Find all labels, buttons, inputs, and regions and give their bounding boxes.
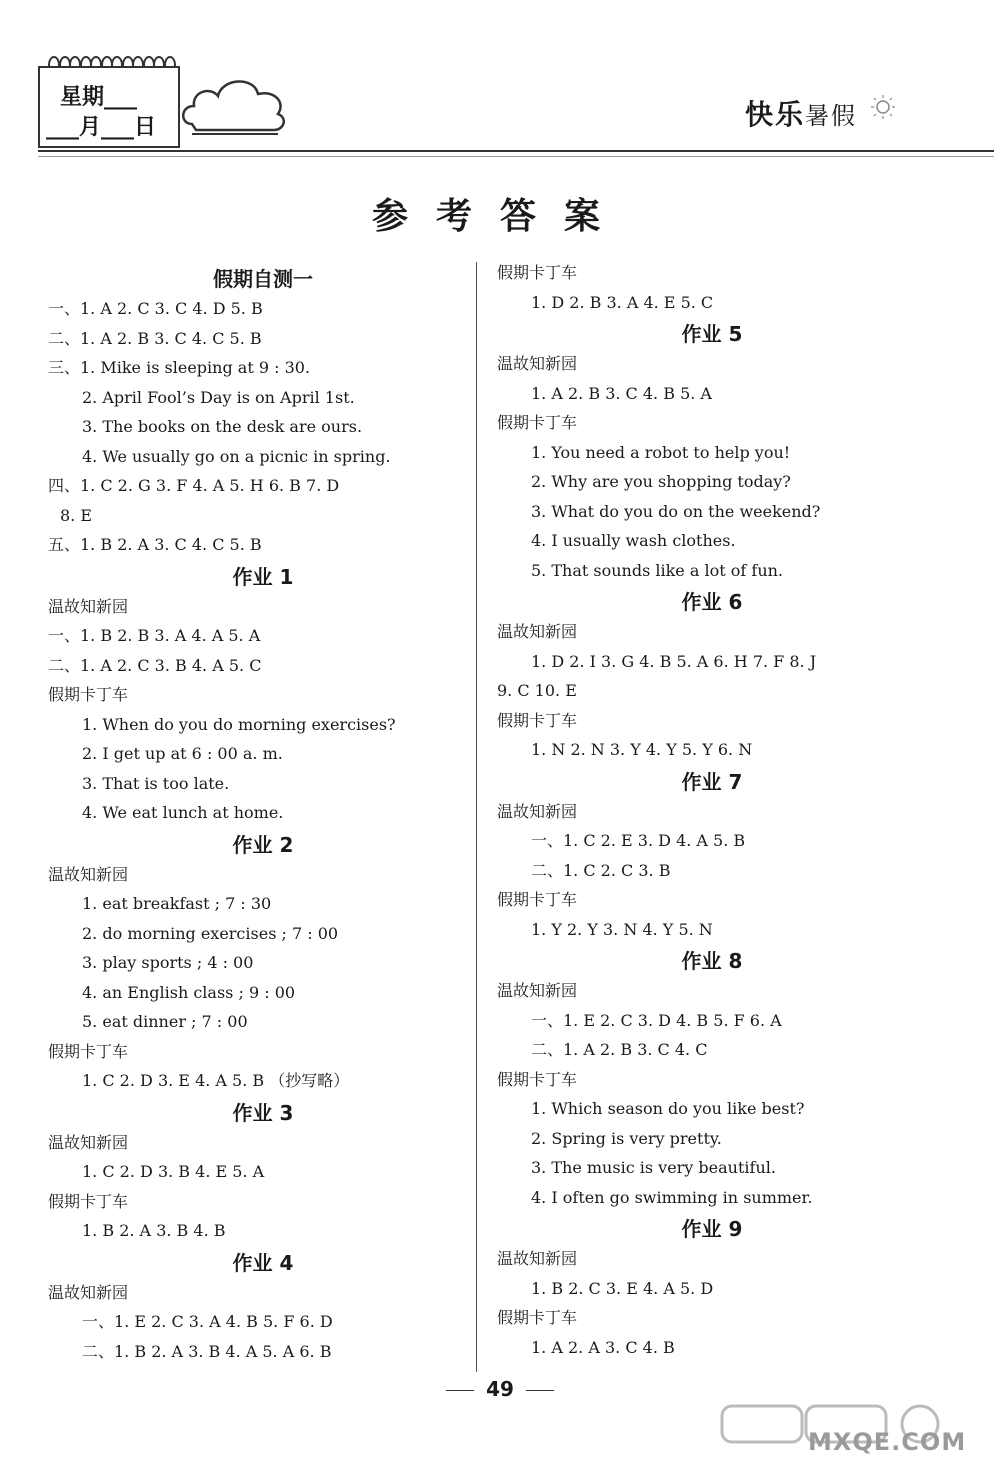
answer-line: 二、1. A 2. B 3. C 4. C bbox=[531, 1040, 708, 1059]
calendar-weekday: 星期___ bbox=[60, 85, 138, 110]
answer-line: 1. N 2. N 3. Y 4. Y 5. Y 6. N bbox=[531, 740, 753, 759]
answer-line: 1. D 2. B 3. A 4. E 5. C bbox=[531, 292, 714, 312]
page-number-bar bbox=[0, 1377, 1000, 1401]
subsection-label: 假期卡丁车 bbox=[48, 1191, 129, 1211]
section-heading: 作业 4 bbox=[232, 1250, 294, 1275]
section-heading: 作业 8 bbox=[681, 949, 743, 973]
answer-line: 四、1. C 2. G 3. F 4. A 5. H 6. B 7. D bbox=[48, 476, 340, 495]
subsection-label: 温故知新园 bbox=[497, 354, 578, 373]
answer-line: 1. B 2. C 3. E 4. A 5. D bbox=[531, 1278, 714, 1298]
answer-line: 1. C 2. D 3. B 4. E 5. A bbox=[82, 1162, 265, 1181]
section-heading: 作业 3 bbox=[232, 1100, 294, 1125]
answer-line: 4. I often go swimming in summer. bbox=[531, 1187, 813, 1207]
subsection-label: 假期卡丁车 bbox=[497, 890, 578, 909]
answer-line: 1. When do you do morning exercises? bbox=[82, 714, 396, 734]
answer-line: 2. April Fool’s Day is on April 1st. bbox=[82, 387, 355, 407]
answer-line: 2. Spring is very pretty. bbox=[531, 1128, 722, 1148]
dash-left bbox=[446, 1390, 474, 1391]
subsection-label: 假期卡丁车 bbox=[497, 1308, 578, 1327]
section-heading: 作业 9 bbox=[681, 1217, 743, 1241]
brand-text: 快乐 bbox=[745, 98, 806, 131]
answer-line: 3. play sports ; 4 : 00 bbox=[82, 953, 254, 972]
answer-line: 一、1. B 2. B 3. A 4. A 5. A bbox=[48, 626, 261, 645]
answers-left-column bbox=[48, 262, 478, 1366]
answer-line: 8. E bbox=[60, 505, 93, 525]
answer-line: 2. I get up at 6 : 00 a. m. bbox=[82, 744, 283, 763]
subsection-label: 温故知新园 bbox=[497, 1249, 578, 1268]
answer-line: 1. Y 2. Y 3. N 4. Y 5. N bbox=[531, 919, 713, 939]
brand-logo bbox=[745, 93, 899, 133]
subsection-label: 假期卡丁车 bbox=[497, 263, 578, 282]
section-heading: 作业 2 bbox=[232, 832, 294, 857]
answer-line: 1. A 2. B 3. C 4. B 5. A bbox=[531, 383, 712, 403]
answer-line: 一、1. A 2. C 3. C 4. D 5. B bbox=[48, 299, 263, 318]
subsection-label: 假期卡丁车 bbox=[48, 685, 129, 704]
answer-line: 二、1. C 2. C 3. B bbox=[531, 860, 671, 880]
answer-line: 5. That sounds like a lot of fun. bbox=[531, 560, 784, 580]
answer-line: 1. C 2. D 3. E 4. A 5. B （抄写略） bbox=[82, 1071, 350, 1090]
answer-line: 3. The books on the desk are ours. bbox=[82, 417, 363, 436]
answer-line: 4. We usually go on a picnic in spring. bbox=[82, 446, 391, 466]
answer-line: 4. We eat lunch at home. bbox=[82, 803, 284, 822]
section-heading: 作业 5 bbox=[681, 322, 743, 346]
answer-line: 1. D 2. I 3. G 4. B 5. A 6. H 7. F 8. J bbox=[531, 651, 817, 671]
page-title: 参考答案 bbox=[371, 196, 628, 237]
answer-line: 一、1. C 2. E 3. D 4. A 5. B bbox=[531, 831, 746, 850]
subsection-label: 温故知新园 bbox=[48, 596, 129, 616]
answer-line: 3. That is too late. bbox=[82, 773, 230, 793]
answer-line: 三、1. Mike is sleeping at 9 : 30. bbox=[48, 358, 311, 377]
dash-right bbox=[526, 1390, 554, 1391]
answer-line: 3. What do you do on the weekend? bbox=[531, 501, 821, 521]
cloud-icon bbox=[178, 72, 290, 138]
section-heading: 作业 1 bbox=[232, 564, 294, 589]
sun-icon bbox=[869, 93, 899, 119]
answer-line: 4. I usually wash clothes. bbox=[531, 531, 736, 550]
answer-line: 1. eat breakfast ; 7 : 30 bbox=[82, 894, 272, 913]
answer-line: 二、1. B 2. A 3. B 4. A 5. A 6. B bbox=[82, 1341, 332, 1361]
answer-line: 二、1. A 2. C 3. B 4. A 5. C bbox=[48, 655, 262, 675]
subsection-label: 温故知新园 bbox=[48, 1132, 129, 1152]
subsection-label: 温故知新园 bbox=[48, 864, 129, 884]
answer-line: 2. do morning exercises ; 7 : 00 bbox=[82, 923, 339, 943]
page-number: 49 bbox=[486, 1377, 514, 1401]
subsection-label: 温故知新园 bbox=[497, 801, 578, 821]
section-heading: 作业 7 bbox=[681, 769, 743, 794]
calendar-date: ___月___日 bbox=[46, 115, 157, 140]
subsection-label: 假期卡丁车 bbox=[497, 710, 578, 730]
subsection-label: 温故知新园 bbox=[497, 981, 578, 1000]
answer-line: 1. A 2. A 3. C 4. B bbox=[531, 1337, 675, 1357]
answer-line: 4. an English class ; 9 : 00 bbox=[82, 982, 296, 1002]
answer-line: 5. eat dinner ; 7 : 00 bbox=[82, 1012, 248, 1031]
answer-line: 1. Which season do you like best? bbox=[531, 1099, 805, 1118]
subsection-label: 假期卡丁车 bbox=[497, 1069, 578, 1089]
subsection-label: 温故知新园 bbox=[48, 1282, 129, 1302]
page-header bbox=[0, 0, 1000, 165]
answer-line: 1. B 2. A 3. B 4. B bbox=[82, 1221, 226, 1240]
answer-line: 一、1. E 2. C 3. A 4. B 5. F 6. D bbox=[82, 1312, 333, 1331]
answer-line: 3. The music is very beautiful. bbox=[531, 1158, 776, 1177]
answer-line: 9. C 10. E bbox=[497, 681, 577, 700]
answer-line: 一、1. E 2. C 3. D 4. B 5. F 6. A bbox=[531, 1010, 782, 1030]
brand-text-small: 暑假 bbox=[805, 102, 858, 130]
header-rule bbox=[38, 150, 994, 157]
answer-line: 二、1. A 2. B 3. C 4. C 5. B bbox=[48, 328, 262, 348]
section-heading: 作业 6 bbox=[681, 590, 743, 614]
answer-line: 五、1. B 2. A 3. C 4. C 5. B bbox=[48, 535, 262, 554]
subsection-label: 温故知新园 bbox=[497, 622, 578, 641]
subsection-label: 假期卡丁车 bbox=[497, 413, 578, 432]
answers-right-column bbox=[497, 258, 927, 1362]
answer-line: 2. Why are you shopping today? bbox=[531, 472, 791, 491]
subsection-label: 假期卡丁车 bbox=[48, 1041, 129, 1061]
watermark-text: MXQE.COM bbox=[808, 1428, 967, 1456]
column-divider bbox=[476, 262, 477, 1372]
section-heading: 假期自测一 bbox=[213, 267, 313, 291]
answer-line: 1. You need a robot to help you! bbox=[531, 442, 791, 462]
